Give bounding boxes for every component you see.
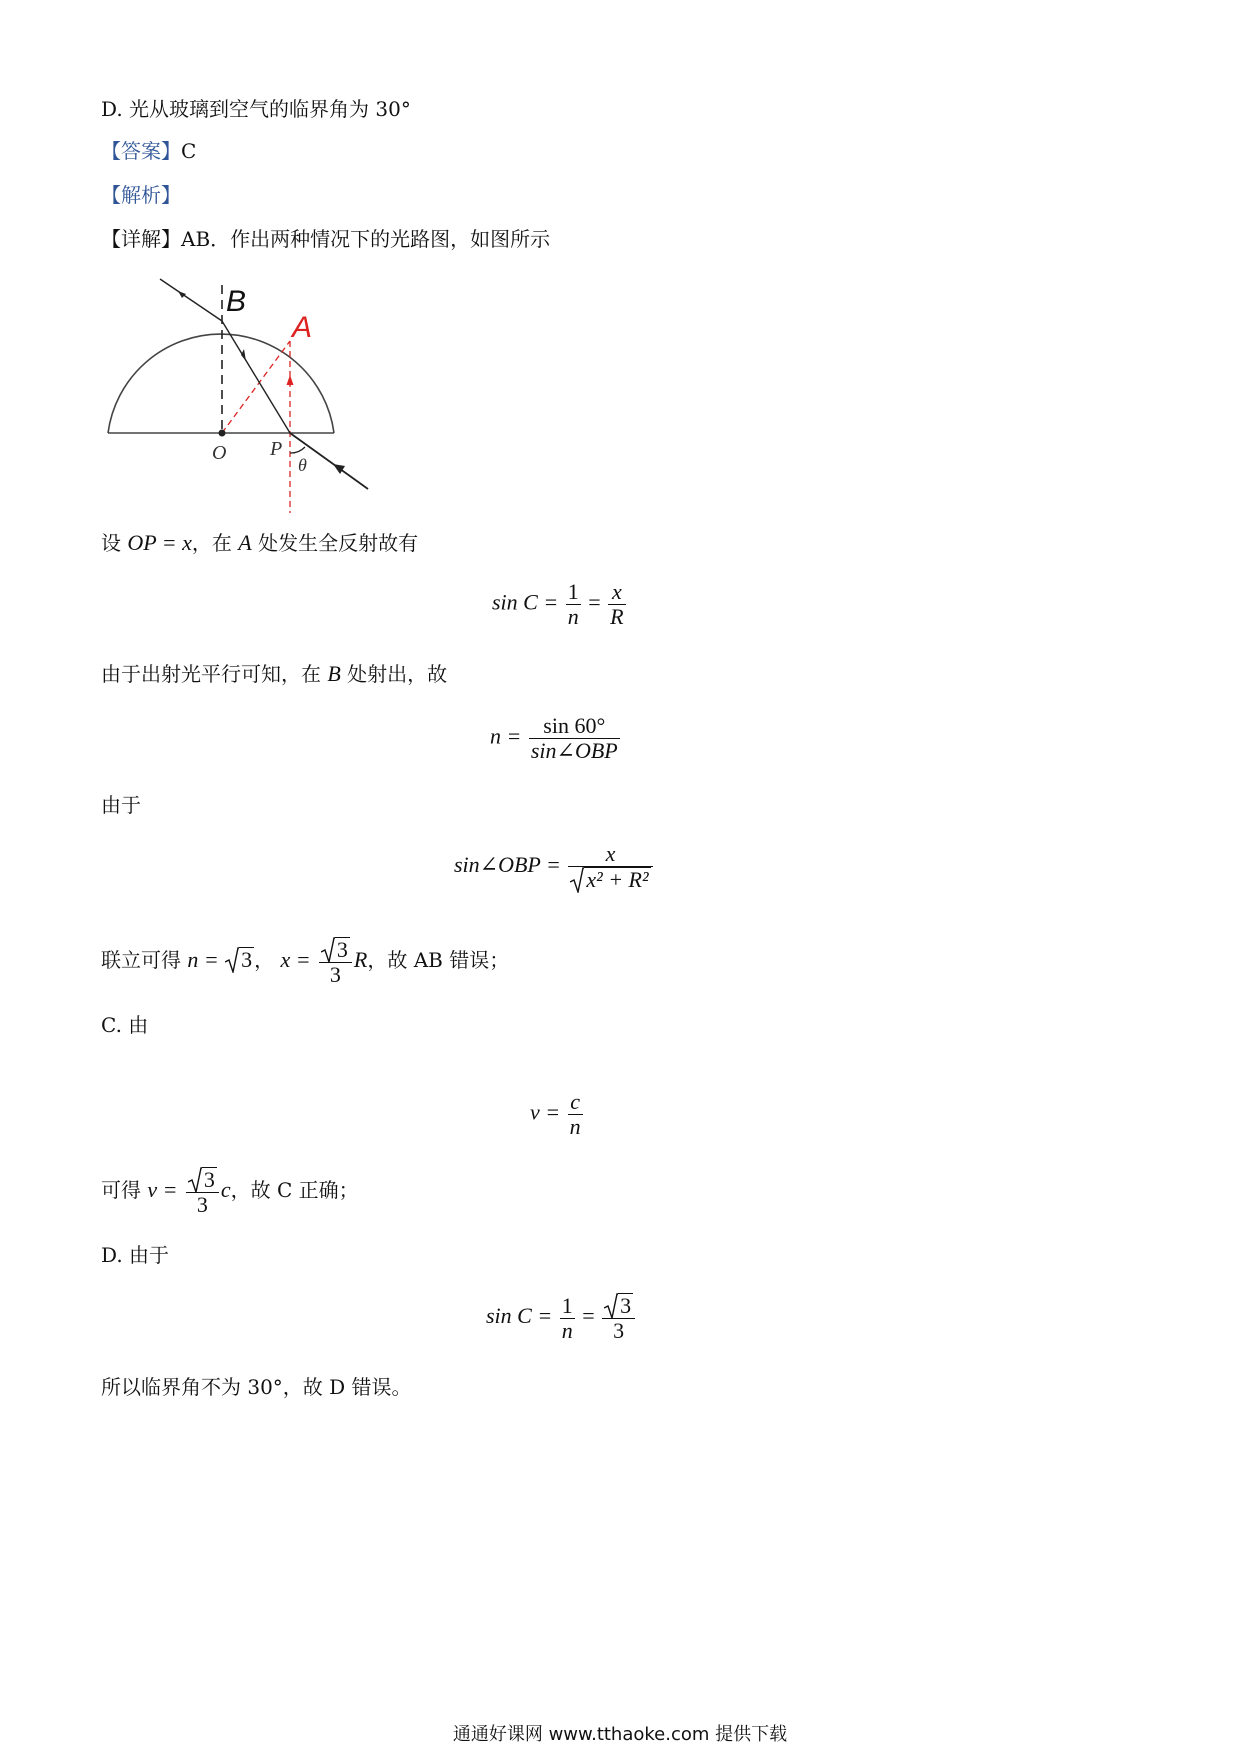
- eq1-f2-num: x: [608, 580, 625, 605]
- combine-n-rad: 3: [241, 947, 253, 972]
- line-v: [101, 1162, 359, 1218]
- combine-pre: 联立可得: [101, 948, 188, 972]
- equation-1: [492, 580, 628, 629]
- combine-x-r: R: [353, 947, 368, 972]
- line-final: 所以临界角不为 30°，故 D 错误。: [101, 1375, 412, 1399]
- combine-x-sqrt: [321, 937, 350, 962]
- theta-arc: [290, 447, 305, 453]
- line-due: 由于: [101, 793, 141, 817]
- detail-text: AB．作出两种情况下的光路图，如图所示: [181, 227, 551, 251]
- eq1-equals: =: [588, 589, 601, 615]
- detail-label: 【详解】: [101, 227, 181, 251]
- eq3-num: x: [568, 842, 652, 867]
- eq5-frac2: [602, 1293, 635, 1343]
- light-path-figure: [100, 275, 380, 515]
- label-p: P: [270, 438, 283, 460]
- eq3-den: x² + R²: [586, 867, 649, 892]
- label-b: B: [226, 285, 247, 318]
- combine-comma: ，: [254, 948, 275, 972]
- eq1-lhs: sin C =: [492, 589, 559, 615]
- line-set-var: OP = x: [127, 530, 192, 555]
- line-set-mid: ，在: [191, 531, 239, 555]
- label-theta: θ: [298, 455, 307, 475]
- eq4-frac: [568, 1090, 583, 1139]
- footer-watermark: 通通好课网 www.tthaoke.com 提供下载: [452, 1724, 788, 1745]
- eq5-sqrt: [604, 1293, 633, 1318]
- detail-line: [101, 226, 550, 252]
- eq5-f2-den: 3: [613, 1318, 625, 1343]
- line-v-frac: [186, 1167, 219, 1217]
- arrow-incident: [333, 464, 345, 474]
- combine-x-num: 3: [336, 936, 348, 962]
- eq3-lhs: sin∠OBP =: [454, 852, 561, 878]
- semicircle-arc: [108, 334, 334, 433]
- ray-exit: [160, 279, 222, 321]
- eq4-lhs: v =: [530, 1099, 561, 1125]
- line-set-pre: 设: [101, 531, 128, 555]
- answer-line: [101, 138, 196, 164]
- line-parallel-post: 处射出，故: [340, 662, 448, 686]
- eq2-lhs: n =: [490, 723, 522, 749]
- analysis-label: 【解析】: [101, 183, 181, 207]
- line-v-pre: 可得: [101, 1178, 148, 1202]
- arrow-inside: [241, 349, 246, 361]
- eq5-equals: =: [582, 1303, 595, 1329]
- line-parallel: [101, 661, 447, 687]
- ray-inside: [222, 321, 290, 433]
- eq4-num: c: [568, 1090, 583, 1115]
- eq3-frac: [568, 842, 652, 892]
- eq2-den: sin∠OBP: [530, 738, 618, 763]
- eq1-frac2: [608, 580, 625, 629]
- combine-x-frac: [319, 937, 352, 987]
- line-v-post: ，故 C 正确；: [230, 1178, 359, 1202]
- equation-5: [486, 1293, 637, 1343]
- answer-value: C: [181, 139, 197, 163]
- eq1-f1-num: 1: [567, 579, 579, 604]
- eq5-f1-num: 1: [561, 1292, 573, 1318]
- eq1-f2-den: R: [610, 604, 624, 629]
- line-d: D. 由于: [101, 1243, 170, 1267]
- combine-post: ，故 AB 错误；: [367, 948, 510, 972]
- line-parallel-pre: 由于出射光平行可知，在: [101, 662, 328, 686]
- option-d: D. 光从玻璃到空气的临界角为 30°: [101, 97, 411, 121]
- equation-4: [530, 1090, 585, 1139]
- line-v-num: 3: [203, 1166, 215, 1192]
- label-a: A: [292, 311, 313, 344]
- line-v-eq: v =: [147, 1177, 178, 1202]
- eq2-num: sin 60°: [529, 714, 620, 739]
- equation-2: [490, 714, 622, 763]
- answer-label: 【答案】: [101, 139, 181, 163]
- red-arrow-head: [287, 375, 294, 385]
- label-o: O: [212, 442, 227, 464]
- line-c: C. 由: [101, 1013, 149, 1037]
- point-o: [219, 430, 226, 437]
- combine-n-sqrt: [225, 947, 254, 972]
- line-set-var2: A: [238, 530, 252, 555]
- line-combine: [101, 932, 509, 988]
- line-v-sqrt: [188, 1167, 217, 1192]
- equation-3: [454, 842, 655, 892]
- combine-x-den: 3: [329, 961, 341, 987]
- line-v-c: c: [220, 1177, 231, 1202]
- eq3-sqrt: [570, 867, 650, 892]
- eq1-frac1: [566, 580, 581, 629]
- eq5-lhs: sin C =: [486, 1303, 553, 1329]
- eq5-f2-num: 3: [620, 1293, 632, 1318]
- line-parallel-var: B: [327, 661, 341, 686]
- eq5-f1-den: n: [561, 1317, 573, 1343]
- eq4-den: n: [569, 1114, 581, 1139]
- line-set: [101, 530, 418, 556]
- arrow-exit: [178, 291, 186, 298]
- line-set-post: 处发生全反射故有: [251, 531, 419, 555]
- eq5-frac1: [560, 1294, 575, 1343]
- combine-x-eq: x =: [280, 947, 311, 972]
- eq1-f1-den: n: [567, 604, 579, 629]
- line-v-den: 3: [196, 1191, 208, 1217]
- combine-n-eq: n =: [187, 947, 219, 972]
- eq2-frac: [529, 714, 620, 763]
- red-line-o-a: [222, 341, 290, 433]
